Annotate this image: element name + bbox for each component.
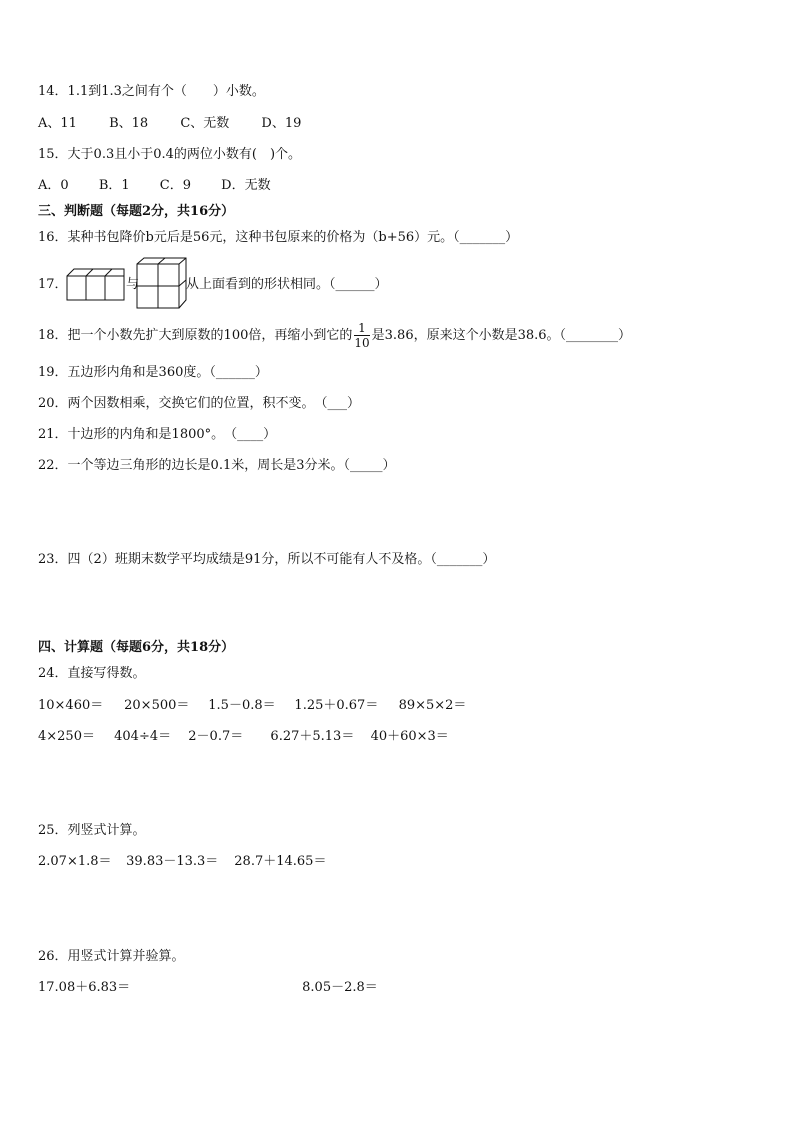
calc-item: 4×250＝	[38, 729, 95, 744]
question-15-options	[38, 177, 299, 195]
option-d: D．无数	[221, 178, 271, 193]
option-c: C、无数	[180, 116, 230, 131]
question-22: 22．一个等边三角形的边长是0.1米，周长是3分米。（_____）	[38, 458, 396, 473]
option-c: C．9	[159, 178, 191, 193]
fraction-numerator: 1	[354, 321, 369, 336]
calc-item: 40＋60×3＝	[370, 729, 449, 744]
question-18-pre: 18．把一个小数先扩大到原数的100倍，再缩小到它的	[38, 328, 353, 343]
option-a: A、11	[38, 116, 77, 131]
question-18	[38, 320, 631, 352]
question-24-row-1	[38, 697, 466, 715]
section-4-title: 四、计算题（每题6分，共18分）	[38, 640, 235, 655]
question-19: 19．五边形内角和是360度。（______）	[38, 365, 268, 380]
calc-item: 17.08＋6.83＝	[38, 980, 131, 995]
calc-item: 10×460＝	[38, 698, 104, 713]
calc-item: 1.5－0.8＝	[208, 698, 276, 713]
calc-item: 2－0.7＝	[188, 729, 244, 744]
option-d: D、19	[261, 116, 302, 131]
question-25-row	[38, 853, 326, 871]
cube-figure-right	[136, 256, 188, 310]
question-26: 26．用竖式计算并验算。	[38, 949, 185, 964]
option-b: B、18	[109, 116, 149, 131]
question-24-row-2	[38, 728, 449, 746]
question-18-post: 是3.86，原来这个小数是38.6。（________）	[371, 328, 632, 343]
option-b: B．1	[98, 178, 130, 193]
calc-item: 20×500＝	[124, 698, 190, 713]
cube-figure-left	[66, 262, 126, 302]
calc-item: 28.7＋14.65＝	[234, 854, 327, 869]
calc-item: 1.25＋0.67＝	[294, 698, 379, 713]
question-14-options	[38, 115, 329, 133]
question-21: 21．十边形的内角和是1800°。 （____）	[38, 427, 277, 442]
fraction-one-tenth	[354, 321, 369, 350]
option-a: A．0	[38, 178, 69, 193]
question-16: 16．某种书包降价b元后是56元，这种书包原来的价格为（b+56）元。（_______）	[38, 230, 519, 245]
fraction-denominator: 10	[354, 336, 370, 350]
calc-item: 6.27＋5.13＝	[270, 729, 355, 744]
question-23: 23．四（2）班期末数学平均成绩是91分，所以不可能有人不及格。（_______）	[38, 552, 496, 567]
question-14: 14．1.1到1.3之间有个（ ）小数。	[38, 84, 265, 99]
question-17-number: 17．	[38, 277, 68, 292]
question-15: 15．大于0.3且小于0.4的两位小数有( )个。	[38, 147, 302, 162]
calc-item: 404÷4＝	[114, 729, 172, 744]
calc-item: 89×5×2＝	[398, 698, 467, 713]
section-3-title: 三、判断题（每题2分，共16分）	[38, 204, 235, 219]
calc-item: 39.83－13.3＝	[126, 854, 219, 869]
question-17: 从上面看到的形状相同。（______）	[186, 277, 388, 292]
question-24: 24．直接写得数。	[38, 666, 146, 681]
calc-item: 2.07×1.8＝	[38, 854, 112, 869]
question-17-mid: 与	[126, 277, 140, 292]
question-25: 25．列竖式计算。	[38, 823, 146, 838]
question-20: 20．两个因数相乘，交换它们的位置，积不变。 （___）	[38, 396, 361, 411]
question-26-row	[38, 979, 378, 997]
calc-item: 8.05－2.8＝	[302, 980, 378, 995]
